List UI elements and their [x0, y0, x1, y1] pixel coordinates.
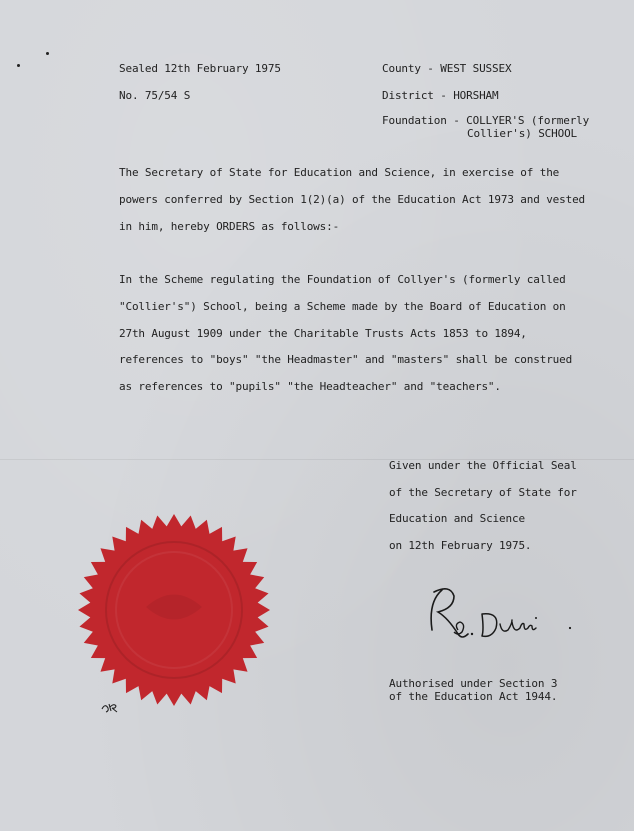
- given-line-4: on 12th February 1975.: [389, 539, 532, 552]
- ink-speck: [46, 52, 49, 55]
- official-seal: [76, 512, 272, 708]
- body-line-1: In the Scheme regulating the Foundation of Collyer's (formerly called: [119, 273, 566, 286]
- foundation-line-2: Collier's) SCHOOL: [467, 127, 578, 140]
- body-line-3: 27th August 1909 under the Charitable Trusts Acts 1853 to 1894,: [119, 327, 527, 340]
- body-line-2: "Collier's") School, being a Scheme made by the Board of Education on: [119, 300, 566, 313]
- ink-speck: [17, 64, 20, 67]
- order-number: No. 75/54 S: [119, 89, 191, 102]
- body-line-4: references to "boys" "the Headmaster" and "masters" shall be construed: [119, 353, 573, 366]
- given-line-3: Education and Science: [389, 512, 525, 525]
- initials-mark: [100, 700, 120, 714]
- given-line-2: of the Secretary of State for: [389, 486, 577, 499]
- sealed-date: Sealed 12th February 1975: [119, 62, 281, 75]
- district-line: District - HORSHAM: [382, 89, 499, 102]
- given-line-1: Given under the Official Seal: [389, 459, 577, 472]
- authorised-line-2: of the Education Act 1944.: [389, 690, 558, 703]
- preamble-line-3: in him, hereby ORDERS as follows:-: [119, 220, 340, 233]
- authorised-line-1: Authorised under Section 3: [389, 677, 558, 690]
- body-line-5: as references to "pupils" "the Headteacher" and "teachers".: [119, 380, 501, 393]
- signature: [424, 584, 574, 644]
- foundation-line-1: Foundation - COLLYER'S (formerly: [382, 114, 590, 127]
- preamble-line-2: powers conferred by Section 1(2)(a) of the Education Act 1973 and vested: [119, 193, 586, 206]
- county-line: County - WEST SUSSEX: [382, 62, 512, 75]
- preamble-line-1: The Secretary of State for Education and Science, in exercise of the: [119, 166, 560, 179]
